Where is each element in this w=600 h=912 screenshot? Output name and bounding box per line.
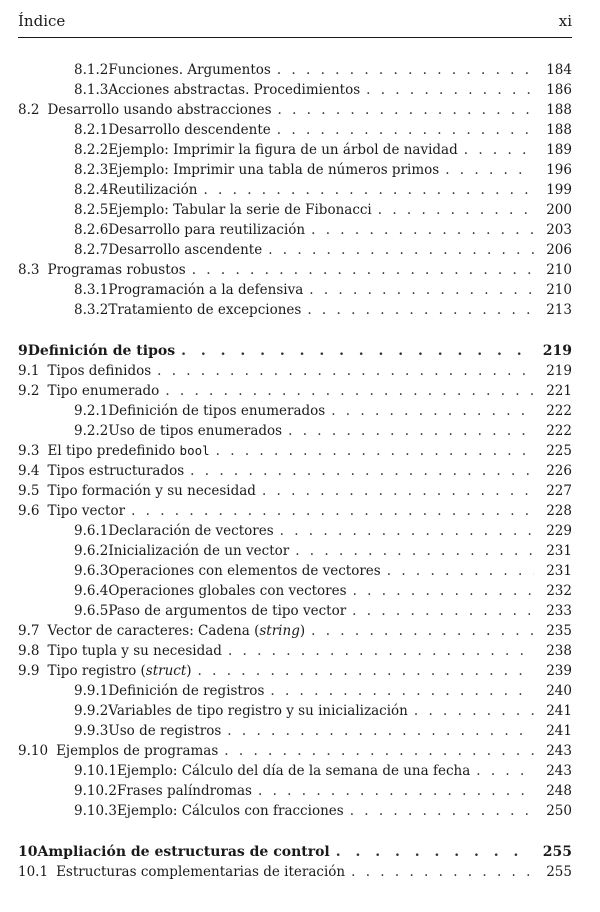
entry-number: 9.1 (18, 363, 40, 379)
running-head: Índice (18, 12, 66, 30)
entry-title: Tratamiento de excepciones (108, 302, 302, 318)
toc-entry-9-6-5 (18, 601, 572, 621)
entry-page: 248 (546, 783, 572, 799)
toc-entry-8-1-3 (18, 80, 572, 100)
entry-number: 9.2.1 (74, 403, 109, 419)
leader-dots (258, 781, 534, 801)
title-text: El tipo predefinido (47, 443, 180, 459)
entry-number: 8.2 (18, 102, 40, 118)
toc-entry-9-2-2 (18, 421, 572, 441)
entry-page: 221 (546, 383, 572, 399)
entry-number: 9.10.1 (74, 763, 117, 779)
entry-number: 9.10.3 (74, 803, 117, 819)
leader-dots (157, 361, 534, 381)
entry-number: 9.9.3 (74, 723, 109, 739)
leader-dots (464, 140, 534, 160)
leader-dots (277, 60, 534, 80)
toc-entry-9-8 (18, 641, 572, 661)
title-text: Vector de caracteres: Cadena ( (47, 623, 260, 639)
entry-page: 227 (546, 483, 572, 499)
entry-title: Reutilización (108, 182, 198, 198)
leader-dots (414, 701, 534, 721)
code-keyword: bool (179, 443, 210, 458)
toc-entry-8-2-5 (18, 200, 572, 220)
entry-title: Uso de tipos enumerados (108, 423, 283, 439)
entry-number: 8.3 (18, 262, 40, 278)
entry-number: 9.2.2 (74, 423, 109, 439)
entry-title: Ejemplo: Tabular la serie de Fibonacci (108, 202, 372, 218)
chapter-title: Ampliación de estructuras de control (37, 844, 330, 860)
leader-dots (270, 681, 534, 701)
entry-number: 9.6.1 (74, 523, 109, 539)
entry-page: 199 (546, 182, 572, 198)
entry-title: Paso de argumentos de tipo vector (108, 603, 347, 619)
entry-page: 243 (546, 763, 572, 779)
toc-entry-9-10-1 (18, 761, 572, 781)
entry-number: 8.1.2 (74, 62, 109, 78)
leader-dots (190, 461, 534, 481)
leader-dots (350, 801, 534, 821)
toc-entry-9-4 (18, 461, 572, 481)
title-italic: string (259, 623, 300, 639)
toc-entry-9-6-4 (18, 581, 572, 601)
chapter-title: Definición de tipos (27, 343, 176, 359)
entry-page: 243 (546, 743, 572, 759)
leader-dots (262, 481, 534, 501)
entry-page: 239 (546, 663, 572, 679)
toc-entry-9-10 (18, 741, 572, 761)
leader-dots (309, 280, 534, 300)
entry-page: 196 (546, 162, 572, 178)
entry-number: 8.3.2 (74, 302, 109, 318)
leader-dots (278, 100, 534, 120)
leader-dots (268, 240, 534, 260)
entry-page: 210 (546, 282, 572, 298)
entry-page: 235 (546, 623, 572, 639)
entry-page: 228 (546, 503, 572, 519)
entry-page: 250 (546, 803, 572, 819)
toc-entry-9-9-1 (18, 681, 572, 701)
entry-number: 8.2.5 (74, 202, 109, 218)
entry-title: Uso de registros (108, 723, 222, 739)
toc-entry-9-5 (18, 481, 572, 501)
leader-dots (387, 561, 534, 581)
entry-page: 210 (546, 262, 572, 278)
toc-entry-8-2-7 (18, 240, 572, 260)
toc-entry-8-2-3 (18, 160, 572, 180)
entry-title: Desarrollo descendente (108, 122, 271, 138)
leader-dots (311, 621, 534, 641)
toc-entry-9-9 (18, 661, 572, 681)
leader-dots (277, 120, 534, 140)
toc-chapter-9 (18, 341, 572, 361)
leader-dots (280, 521, 534, 541)
toc-entry-8-2 (18, 100, 572, 120)
chapter-number: 9 (18, 343, 28, 359)
leader-dots (445, 160, 534, 180)
entry-title: Desarrollo para reutilización (108, 222, 306, 238)
chapter-page: 255 (542, 844, 572, 860)
toc-entry-8-3-2 (18, 300, 572, 320)
entry-title: Programación a la defensiva (108, 282, 304, 298)
leader-dots (227, 721, 534, 741)
toc-entry-8-1-2 (18, 60, 572, 80)
entry-number: 9.7 (18, 623, 40, 639)
entry-page: 255 (546, 864, 572, 880)
entry-page: 189 (546, 142, 572, 158)
title-text: ) (299, 623, 306, 639)
entry-title: Frases palíndromas (116, 783, 252, 799)
entry-page: 206 (546, 242, 572, 258)
entry-page: 241 (546, 703, 572, 719)
leader-dots (131, 501, 534, 521)
entry-title: Operaciones globales con vectores (108, 583, 347, 599)
leader-dots (224, 741, 534, 761)
leader-dots (295, 541, 534, 561)
entry-title: Desarrollo usando abstracciones (47, 102, 272, 118)
leader-dots (476, 761, 534, 781)
chapter-gap (18, 320, 572, 341)
leader-dots (203, 180, 534, 200)
entry-number: 9.10 (18, 743, 49, 759)
entry-title: Tipos estructurados (47, 463, 185, 479)
entry-number: 8.1.3 (74, 82, 109, 98)
entry-title (47, 441, 209, 461)
entry-title: Tipo enumerado (47, 383, 160, 399)
leader-dots (366, 80, 534, 100)
toc-entry-9-2 (18, 381, 572, 401)
header-rule (18, 37, 572, 38)
entry-title: Tipo tupla y su necesidad (47, 643, 222, 659)
entry-number: 9.9.2 (74, 703, 109, 719)
entry-number: 9.6.4 (74, 583, 109, 599)
toc-entry-9-6 (18, 501, 572, 521)
entry-page: 213 (546, 302, 572, 318)
leader-dots (336, 842, 534, 862)
leader-dots (352, 601, 534, 621)
leader-dots (351, 862, 534, 882)
page-header (18, 10, 572, 32)
leader-dots (165, 381, 534, 401)
chapter-number: 10 (18, 844, 38, 860)
entry-page: 188 (546, 102, 572, 118)
entry-number: 9.6.2 (74, 543, 109, 559)
entry-number: 8.2.6 (74, 222, 109, 238)
toc-entry-8-2-1 (18, 120, 572, 140)
toc-entry-10-1 (18, 862, 572, 882)
entry-title: Declaración de vectores (108, 523, 274, 539)
chapter-gap (18, 821, 572, 842)
entry-number: 9.2 (18, 383, 40, 399)
entry-title: Definición de tipos enumerados (108, 403, 326, 419)
table-of-contents (18, 60, 572, 882)
entry-page: 229 (546, 523, 572, 539)
entry-number: 9.9 (18, 663, 40, 679)
entry-title: Desarrollo ascendente (108, 242, 263, 258)
entry-page: 184 (546, 62, 572, 78)
toc-entry-9-6-1 (18, 521, 572, 541)
entry-number: 9.5 (18, 483, 40, 499)
toc-entry-9-7 (18, 621, 572, 641)
entry-number: 9.6 (18, 503, 40, 519)
entry-number: 8.3.1 (74, 282, 109, 298)
entry-page: 233 (546, 603, 572, 619)
leader-dots (181, 341, 534, 361)
toc-entry-9-10-2 (18, 781, 572, 801)
toc-entry-9-6-2 (18, 541, 572, 561)
toc-entry-9-3 (18, 441, 572, 461)
title-text: Tipo registro ( (47, 663, 146, 679)
entry-number: 8.2.2 (74, 142, 109, 158)
entry-title (47, 621, 305, 641)
toc-entry-8-2-2 (18, 140, 572, 160)
entry-title: Tipo vector (47, 503, 126, 519)
entry-page: 232 (546, 583, 572, 599)
entry-number: 8.2.4 (74, 182, 109, 198)
page-number: xi (558, 12, 572, 30)
toc-entry-8-3-1 (18, 280, 572, 300)
entry-page: 200 (546, 202, 572, 218)
entry-page: 222 (546, 403, 572, 419)
leader-dots (353, 581, 534, 601)
toc-entry-9-6-3 (18, 561, 572, 581)
entry-page: 188 (546, 122, 572, 138)
entry-page: 226 (546, 463, 572, 479)
entry-number: 9.4 (18, 463, 40, 479)
entry-number: 8.2.7 (74, 242, 109, 258)
toc-entry-9-1 (18, 361, 572, 381)
toc-entry-9-9-3 (18, 721, 572, 741)
toc-entry-8-3 (18, 260, 572, 280)
leader-dots (288, 421, 534, 441)
entry-number: 9.6.3 (74, 563, 109, 579)
entry-page: 219 (546, 363, 572, 379)
entry-title: Ejemplos de programas (56, 743, 219, 759)
leader-dots (228, 641, 534, 661)
entry-title (47, 661, 191, 681)
entry-title: Acciones abstractas. Procedimientos (108, 82, 361, 98)
entry-number: 9.9.1 (74, 683, 109, 699)
toc-entry-8-2-6 (18, 220, 572, 240)
entry-page: 240 (546, 683, 572, 699)
title-italic: struct (145, 663, 187, 679)
toc-entry-9-10-3 (18, 801, 572, 821)
title-text: ) (186, 663, 192, 679)
entry-number: 8.2.1 (74, 122, 109, 138)
entry-page: 186 (546, 82, 572, 98)
entry-page: 225 (546, 443, 572, 459)
toc-chapter-10 (18, 842, 572, 862)
entry-title: Programas robustos (47, 262, 186, 278)
chapter-page: 219 (542, 343, 572, 359)
entry-title: Ejemplo: Cálculo del día de la semana de una fecha (116, 763, 471, 779)
entry-title: Operaciones con elementos de vectores (108, 563, 381, 579)
toc-entry-9-2-1 (18, 401, 572, 421)
entry-number: 9.8 (18, 643, 40, 659)
entry-title: Definición de registros (108, 683, 265, 699)
entry-number: 8.2.3 (74, 162, 109, 178)
entry-title: Tipo formación y su necesidad (47, 483, 256, 499)
leader-dots (307, 300, 534, 320)
entry-title: Estructuras complementarias de iteración (56, 864, 346, 880)
leader-dots (216, 441, 534, 461)
entry-page: 231 (546, 563, 572, 579)
entry-title: Funciones. Argumentos (108, 62, 271, 78)
leader-dots (311, 220, 534, 240)
leader-dots (378, 200, 534, 220)
entry-number: 9.6.5 (74, 603, 109, 619)
entry-title: Variables de tipo registro y su inicialización (108, 703, 408, 719)
leader-dots (331, 401, 534, 421)
entry-title: Ejemplo: Imprimir una tabla de números primos (108, 162, 440, 178)
entry-page: 231 (546, 543, 572, 559)
entry-title: Ejemplo: Cálculos con fracciones (116, 803, 344, 819)
leader-dots (192, 260, 534, 280)
entry-page: 222 (546, 423, 572, 439)
entry-title: Inicialización de un vector (108, 543, 290, 559)
entry-title: Tipos definidos (47, 363, 152, 379)
entry-page: 203 (546, 222, 572, 238)
entry-title: Ejemplo: Imprimir la figura de un árbol de navidad (108, 142, 458, 158)
toc-entry-8-2-4 (18, 180, 572, 200)
entry-number: 9.3 (18, 443, 40, 459)
entry-number: 10.1 (18, 864, 49, 880)
leader-dots (198, 661, 534, 681)
entry-page: 241 (546, 723, 572, 739)
toc-entry-9-9-2 (18, 701, 572, 721)
entry-page: 238 (546, 643, 572, 659)
entry-number: 9.10.2 (74, 783, 117, 799)
